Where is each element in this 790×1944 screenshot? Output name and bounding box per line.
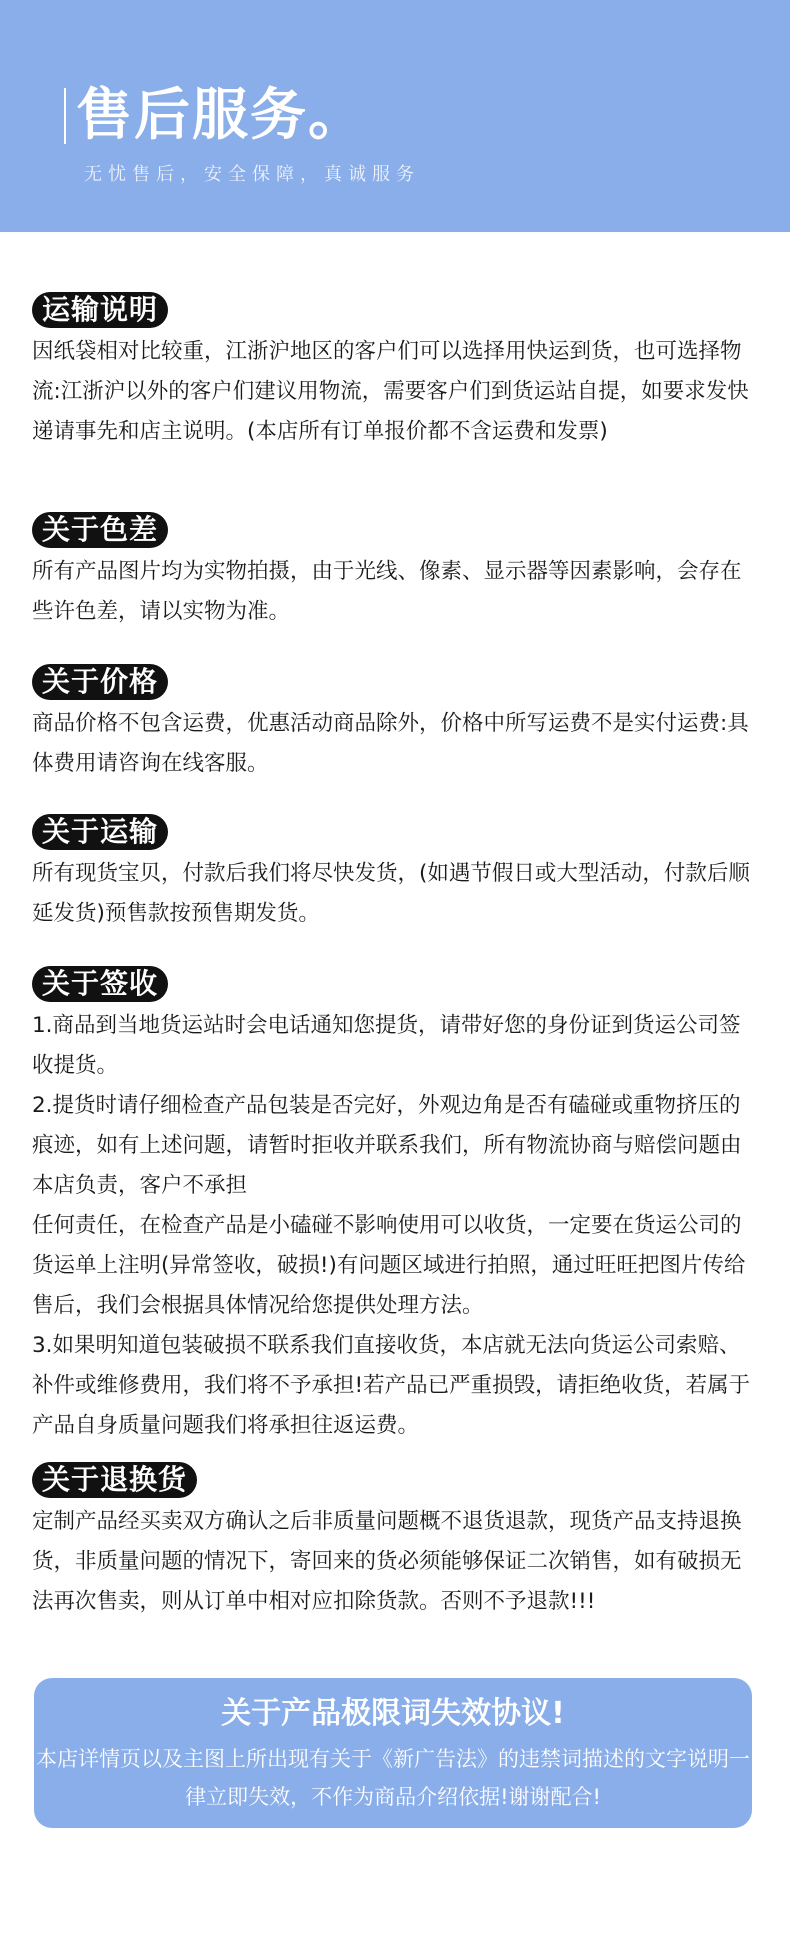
section-color-difference — [32, 512, 762, 632]
disclaimer-title: 关于产品极限词失效协议! — [221, 1696, 565, 1731]
section-heading: 运输说明 — [32, 292, 168, 328]
section-paragraph: 因纸袋相对比较重，江浙沪地区的客户们可以选择用快运到货，也可选择物流:江浙沪以外的客户们建议用物流，需要客户们到货运站自提，如要求发快递请事先和店主说明。(本店所有订单报价都不含运费和发票) — [32, 339, 749, 444]
section-heading: 关于价格 — [32, 664, 168, 700]
page-subtitle: 无忧售后，安全保障，真诚服务 — [84, 164, 420, 185]
section-paragraph: 3.如果明知道包装破损不联系我们直接收货，本店就无法向货运公司索赔、补件或维修费用，我们将不予承担!若产品已严重损毁，请拒绝收货，若属于产品自身质量问题我们将承担往返运费。 — [32, 1333, 751, 1438]
section-paragraph: 任何责任，在检查产品是小磕碰不影响使用可以收货，一定要在货运公司的货运单上注明(异常签收，破损!)有问题区域进行拍照，通过旺旺把图片传给售后，我们会根据具体情况给您提供处理方法。 — [32, 1213, 746, 1318]
header-banner — [0, 0, 790, 232]
disclaimer-box — [34, 1678, 752, 1828]
section-paragraph: 1.商品到当地货运站时会电话通知您提货，请带好您的身份证到货运公司签收提货。 — [32, 1013, 741, 1078]
section-paragraph: 2.提货时请仔细检查产品包装是否完好，外观边角是否有磕碰或重物挤压的痕迹，如有上述问题，请暂时拒收并联系我们，所有物流协商与赔偿问题由本店负责，客户不承担 — [32, 1093, 742, 1198]
section-price — [32, 664, 762, 784]
section-heading: 关于运输 — [32, 814, 168, 850]
section-heading: 关于签收 — [32, 966, 168, 1002]
title-accent-bar — [64, 88, 66, 144]
section-heading: 关于退换货 — [32, 1462, 197, 1498]
section-transport — [32, 814, 762, 934]
section-heading: 关于色差 — [32, 512, 168, 548]
page-title: 售后服务。 — [76, 83, 366, 148]
section-returns — [32, 1462, 762, 1622]
section-receipt — [32, 966, 762, 1446]
section-paragraph: 所有现货宝贝，付款后我们将尽快发货，(如遇节假日或大型活动，付款后顺延发货)预售款按预售期发货。 — [32, 861, 750, 926]
section-shipping-notes — [32, 292, 762, 452]
section-paragraph: 定制产品经买卖双方确认之后非质量问题概不退货退款，现货产品支持退换货，非质量问题的情况下，寄回来的货必须能够保证二次销售，如有破损无法再次售卖，则从订单中相对应扣除货款。否则不予退款!!! — [32, 1509, 742, 1614]
disclaimer-text: 本店详情页以及主图上所出现有关于《新广告法》的违禁词描述的文字说明一律立即失效，不作为商品介绍依据!谢谢配合! — [36, 1747, 750, 1809]
section-paragraph: 所有产品图片均为实物拍摄，由于光线、像素、显示器等因素影响，会存在些许色差，请以实物为准。 — [32, 559, 742, 624]
section-paragraph: 商品价格不包含运费，优惠活动商品除外，价格中所写运费不是实付运费:具体费用请咨询在线客服。 — [32, 711, 749, 776]
